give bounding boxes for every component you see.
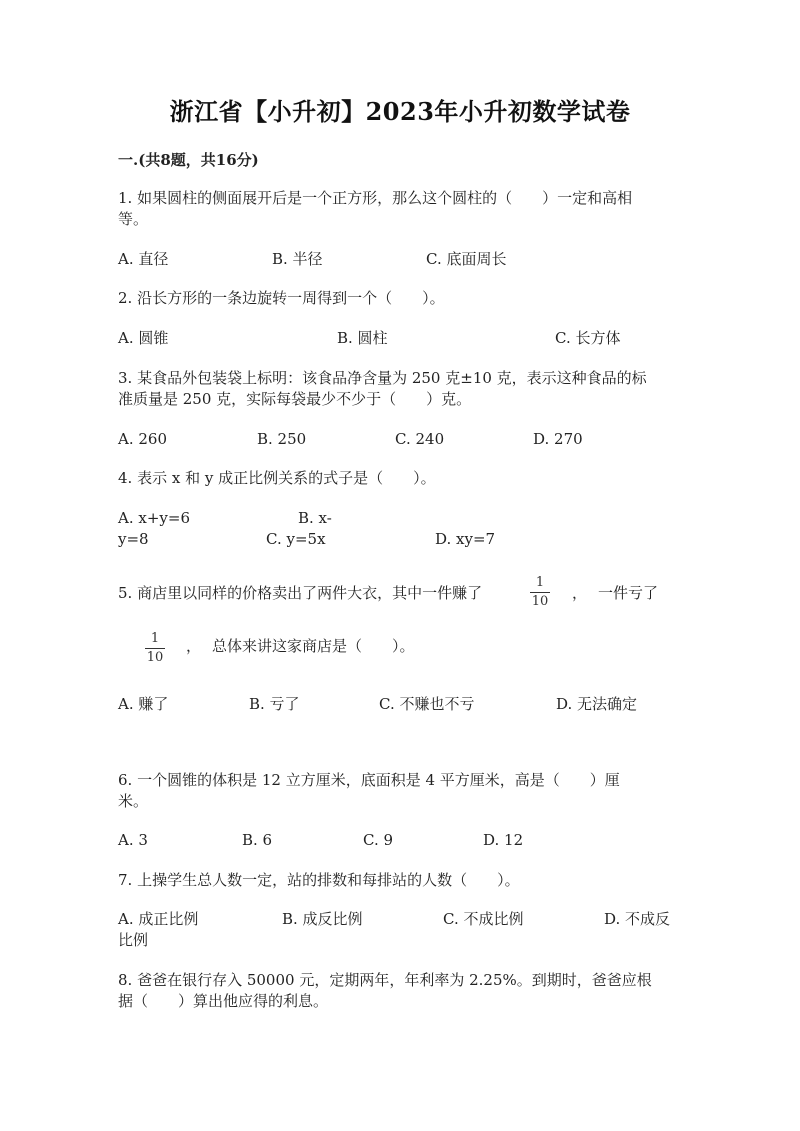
- question-3-option-d[interactable]: D. 270: [533, 430, 583, 448]
- fraction-one-tenth: [530, 576, 550, 609]
- question-3-text: 3. 某食品外包装袋上标明：该食品净含量为 250 克±10 克，表示这种食品的标: [118, 369, 647, 387]
- question-1-option-b[interactable]: B. 半径: [272, 250, 323, 268]
- fraction-denominator: 10: [531, 594, 549, 609]
- question-4-option-b-cont[interactable]: y=8: [118, 530, 149, 548]
- question-7-option-d[interactable]: D. 不成反: [604, 910, 671, 928]
- question-5-text: 5. 商店里以同样的价格卖出了两件大衣，其中一件赚了: [118, 584, 483, 602]
- question-3-option-b[interactable]: B. 250: [257, 430, 307, 448]
- question-5-option-b[interactable]: B. 亏了: [249, 695, 300, 713]
- question-2-option-c[interactable]: C. 长方体: [555, 329, 621, 347]
- question-3-option-c[interactable]: C. 240: [395, 430, 445, 448]
- fraction-numerator: 1: [535, 575, 545, 590]
- question-5-text-2: 一件亏了: [598, 584, 659, 602]
- question-6-text: 6. 一个圆锥的体积是 12 立方厘米，底面积是 4 平方厘米，高是（ ）厘: [118, 771, 620, 789]
- question-3-text-cont: 准质量是 250 克，实际每袋最少不少于（ ）克。: [118, 390, 472, 408]
- question-5-option-c[interactable]: C. 不赚也不亏: [379, 695, 475, 713]
- fraction-bar: [145, 648, 165, 649]
- question-4-option-d[interactable]: D. xy=7: [435, 530, 496, 548]
- question-3-option-a[interactable]: A. 260: [118, 430, 167, 448]
- fraction-denominator: 10: [146, 650, 164, 665]
- question-6-option-d[interactable]: D. 12: [483, 831, 524, 849]
- question-7-option-b[interactable]: B. 成反比例: [282, 910, 363, 928]
- question-5-comma-2: ，: [186, 637, 202, 655]
- question-1-option-c[interactable]: C. 底面周长: [426, 250, 507, 268]
- question-4-text: 4. 表示 x 和 y 成正比例关系的式子是（ ）。: [118, 469, 436, 487]
- question-2-option-a[interactable]: A. 圆锥: [118, 329, 169, 347]
- question-1-text-cont: 等。: [118, 210, 149, 228]
- question-2-text: 2. 沿长方形的一条边旋转一周得到一个（ ）。: [118, 289, 445, 307]
- question-4-option-c[interactable]: C. y=5x: [266, 530, 326, 548]
- question-4-option-a[interactable]: A. x+y=6: [118, 509, 190, 527]
- fraction-one-tenth-2: [145, 632, 165, 665]
- question-5-option-a[interactable]: A. 赚了: [118, 695, 169, 713]
- fraction-numerator: 1: [150, 631, 160, 646]
- section-heading: 一.(共8题，共16分): [118, 151, 259, 169]
- question-6-option-c[interactable]: C. 9: [363, 831, 394, 849]
- question-2-option-b[interactable]: B. 圆柱: [337, 329, 388, 347]
- question-8-text: 8. 爸爸在银行存入 50000 元，定期两年，年利率为 2.25%。到期时，爸爸应根: [118, 971, 652, 989]
- question-7-text: 7. 上操学生总人数一定，站的排数和每排站的人数（ ）。: [118, 871, 520, 889]
- question-5-option-d[interactable]: D. 无法确定: [556, 695, 638, 713]
- question-6-option-b[interactable]: B. 6: [242, 831, 273, 849]
- question-6-option-a[interactable]: A. 3: [118, 831, 148, 849]
- question-4-option-b[interactable]: B. x-: [298, 509, 332, 527]
- question-5-text-3: 总体来讲这家商店是（ ）。: [212, 637, 415, 655]
- question-7-option-a[interactable]: A. 成正比例: [118, 910, 199, 928]
- question-8-text-cont: 据（ ）算出他应得的利息。: [118, 992, 329, 1010]
- fraction-bar: [530, 592, 550, 593]
- question-1-option-a[interactable]: A. 直径: [118, 250, 169, 268]
- question-5-comma: ，: [572, 584, 588, 602]
- question-7-option-d-cont[interactable]: 比例: [118, 931, 149, 949]
- question-1-text: 1. 如果圆柱的侧面展开后是一个正方形，那么这个圆柱的（ ）一定和高相: [118, 189, 633, 207]
- question-7-option-c[interactable]: C. 不成比例: [443, 910, 524, 928]
- page-title: 浙江省【小升初】2023年小升初数学试卷: [169, 97, 631, 126]
- question-6-text-cont: 米。: [118, 792, 149, 810]
